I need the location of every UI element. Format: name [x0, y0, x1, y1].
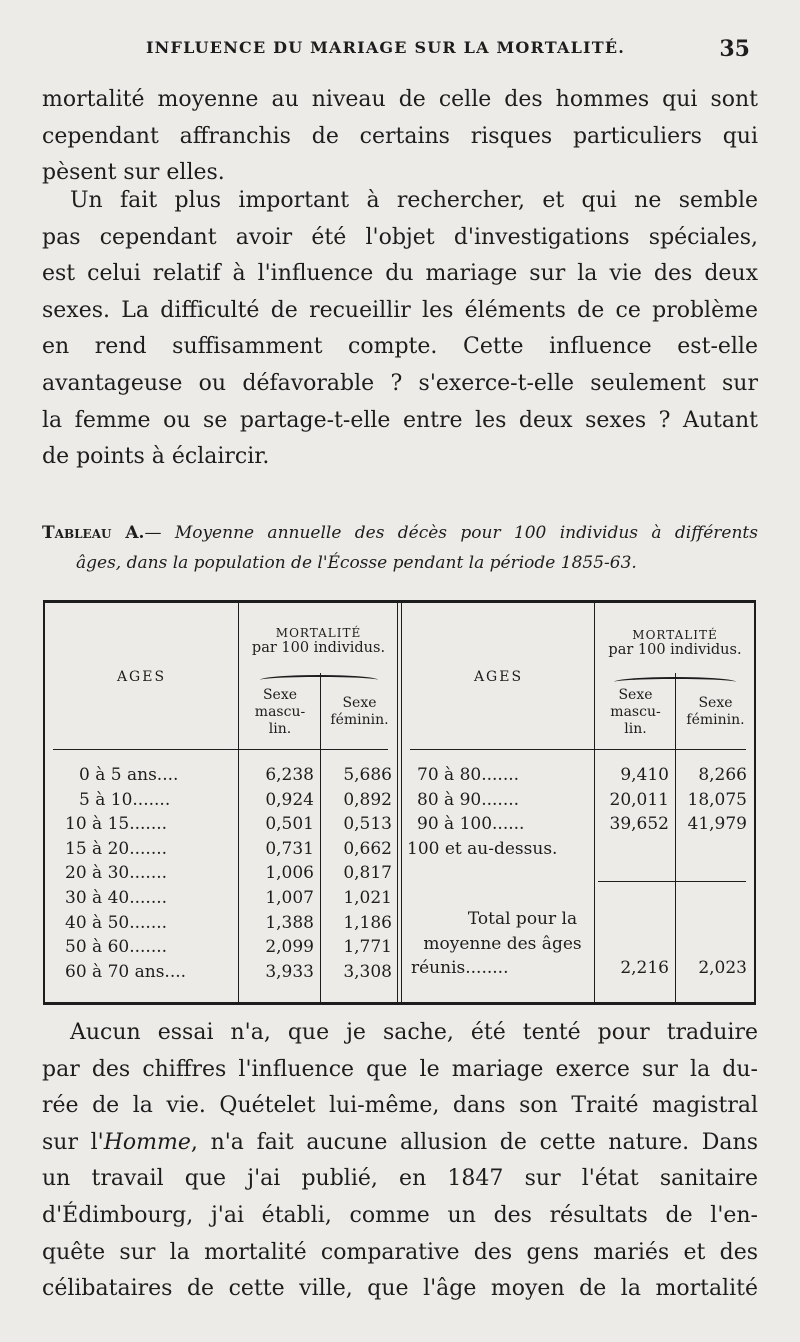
text-fragment: , n'a fait aucune allusion de cette nature. Dans — [190, 1129, 758, 1155]
age-cell: 15 à 20....... — [65, 838, 168, 859]
mortality-table — [43, 600, 756, 1005]
female-value-cell: 5,686 — [343, 765, 392, 785]
text-line: par des chiffres l'influence que le mariage exerce sur la du- — [42, 1056, 758, 1082]
age-cell: 90 à 100...... — [417, 814, 525, 835]
text-line: célibataires de cette ville, que l'âge moyen de la mortalité — [42, 1276, 758, 1302]
paragraph-1 — [42, 82, 758, 192]
text-line: sexes. La difficulté de recueillir les éléments de ce problème — [42, 297, 758, 323]
age-cell: 10 à 15....... — [65, 814, 168, 835]
text-line: d'Édimbourg, j'ai établi, comme un des résultats de l'en- — [42, 1202, 758, 1228]
text-line-mixed — [42, 1125, 758, 1162]
age-cell: 20 à 30....... — [65, 863, 168, 884]
age-cell: 80 à 90....... — [417, 789, 520, 810]
text-line: pas cependant avoir été l'objet d'investigations spéciales, — [42, 224, 758, 250]
male-value-cell: 0,501 — [265, 814, 314, 835]
col-header-ages: AGES — [116, 669, 167, 685]
female-label: Sexe — [698, 695, 733, 711]
age-cell: 40 à 50....... — [65, 912, 168, 933]
table-rule — [401, 603, 402, 1002]
male-value-cell: 3,933 — [265, 961, 314, 982]
male-label: mascu- — [610, 704, 661, 720]
male-value-cell: 1,007 — [265, 888, 314, 908]
age-cell: 70 à 80....... — [417, 765, 520, 785]
table-rule — [675, 673, 676, 1002]
male-value-cell: 2,099 — [265, 937, 314, 958]
caption-dash: — — [144, 523, 162, 543]
text-fragment: sur l' — [42, 1129, 104, 1155]
female-label: Sexe — [342, 695, 377, 711]
male-value-cell: 20,011 — [609, 789, 669, 810]
female-value-cell: 18,075 — [687, 789, 747, 810]
caption-line-1 — [42, 518, 758, 548]
col-header-male-right — [596, 687, 675, 738]
female-value-cell: 3,308 — [343, 961, 392, 982]
text-line: en rend suffisamment compte. Cette influence est-elle — [42, 334, 758, 360]
total-label — [411, 907, 594, 981]
text-line: quête sur la mortalité comparative des gens mariés et des — [42, 1239, 758, 1265]
table-rule — [594, 603, 595, 1002]
text-line: de points à éclaircir. — [42, 444, 270, 470]
text-line: Un fait plus important à rechercher, et qui ne semble — [70, 188, 758, 213]
table-rule — [397, 603, 398, 1002]
female-value-cell: 0,817 — [343, 863, 392, 884]
table-rule — [410, 749, 746, 750]
header-brace — [614, 677, 736, 687]
male-label: Sexe — [262, 687, 298, 703]
female-value-cell: 0,513 — [343, 814, 392, 835]
col-header-per: par 100 individus. — [251, 640, 386, 656]
age-cell: 30 à 40....... — [65, 888, 168, 908]
col-header-mortalite: MORTALITÉ — [275, 626, 362, 640]
col-header-mortalite-right: MORTALITÉ — [632, 628, 718, 642]
age-cell: 50 à 60....... — [65, 937, 168, 958]
col-header-per-right: par 100 individus. — [608, 642, 742, 658]
text-line: Aucun essai n'a, que je sache, été tenté pour traduire — [70, 1020, 758, 1045]
male-value-cell: 39,652 — [609, 814, 669, 835]
text-line: est celui relatif à l'influence du mariage sur la vie des deux — [42, 261, 758, 287]
age-cell: 60 à 70 ans.... — [65, 961, 187, 982]
age-cell: 5 à 10....... — [79, 789, 171, 810]
female-value-cell: 1,021 — [343, 888, 392, 908]
text-line: la femme ou se partage-t-elle entre les deux sexes ? Autant — [42, 407, 758, 433]
table-rule — [598, 881, 746, 882]
female-value-cell: 1,186 — [343, 912, 392, 933]
male-label: lin. — [268, 721, 292, 737]
table-rule — [53, 749, 388, 750]
col-header-male — [240, 687, 320, 738]
female-value-cell: 8,266 — [698, 765, 747, 785]
col-header-female-right — [677, 695, 754, 729]
male-label: lin. — [624, 721, 647, 737]
running-head — [40, 36, 760, 62]
table-caption — [42, 518, 758, 578]
table-rule — [238, 603, 239, 1002]
age-cell: 0 à 5 ans.... — [79, 765, 179, 785]
total-label-line: Total pour la — [467, 909, 578, 929]
text-line: un travail que j'ai publié, en 1847 sur l'état sanitaire — [42, 1166, 758, 1192]
running-title: INFLUENCE DU MARIAGE SUR LA MORTALITÉ. — [146, 38, 625, 57]
male-label: mascu- — [254, 704, 306, 720]
female-label: féminin. — [686, 712, 745, 728]
text-line: pèsent sur elles. — [42, 160, 225, 186]
text-line: cependant affranchis de certains risques particuliers qui — [42, 123, 758, 149]
total-male: 2,216 — [620, 958, 669, 978]
caption-line-2 — [42, 548, 758, 578]
italic-word: Homme — [103, 1129, 191, 1155]
female-value-cell: 41,979 — [687, 814, 747, 835]
female-label: féminin. — [330, 712, 389, 728]
female-value-cell: 1,771 — [343, 937, 392, 958]
caption-text-1: Moyenne annuelle des décès pour 100 individus à différents — [174, 523, 758, 543]
total-label-line: réunis........ — [411, 958, 509, 979]
text-line: avantageuse ou défavorable ? s'exerce-t-elle seulement sur — [42, 370, 758, 396]
paragraph-2 — [42, 183, 758, 476]
female-value-cell: 0,662 — [343, 838, 392, 859]
header-brace — [260, 675, 378, 685]
col-header-ages-right: AGES — [473, 669, 524, 685]
male-value-cell: 9,410 — [620, 765, 669, 785]
paragraph-3 — [42, 1015, 758, 1308]
col-header-female — [322, 695, 397, 729]
male-value-cell: 1,388 — [265, 912, 314, 933]
male-value-cell: 0,731 — [265, 838, 314, 859]
text-line: mortalité moyenne au niveau de celle des hommes qui sont — [42, 87, 758, 112]
table-rule — [320, 673, 321, 1002]
male-value-cell: 0,924 — [265, 789, 314, 810]
age-cell: 100 et au-dessus. — [407, 838, 558, 859]
male-value-cell: 1,006 — [265, 863, 314, 884]
total-female: 2,023 — [698, 958, 747, 978]
total-label-line: moyenne des âges — [423, 933, 582, 954]
caption-lead: Tableau A. — [42, 523, 145, 543]
caption-text-2: âges, dans la population de l'Écosse pendant la période 1855-63. — [76, 553, 637, 573]
female-value-cell: 0,892 — [343, 789, 392, 810]
text-line: rée de la vie. Quételet lui-même, dans son Traité magistral — [42, 1093, 758, 1119]
male-label: Sexe — [618, 687, 653, 703]
page-number: 35 — [719, 36, 750, 62]
male-value-cell: 6,238 — [265, 765, 314, 785]
